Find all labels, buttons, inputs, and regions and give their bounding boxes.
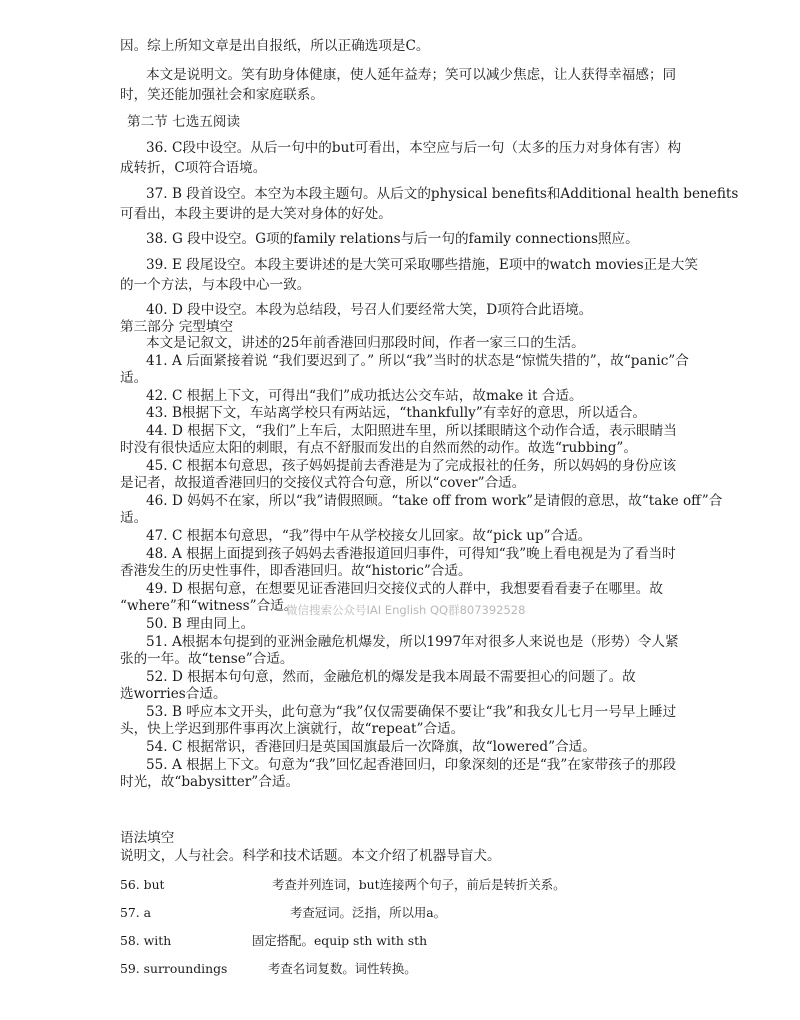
text-line: 53. B 呼应本文开头，此句意为“我”仅仅需要确保不要让“我”和我女儿七月一号早上睡过 xyxy=(146,704,677,720)
text-line: 45. C 根据本句意思，孩子妈妈提前去香港是为了完成报社的任务，所以妈妈的身份应该 xyxy=(146,458,677,474)
text-line: 本文是记叙文，讲述的25年前香港回归那段时间，作者一家三口的生活。 xyxy=(146,335,585,351)
text-line: 是记者，故报道香港回归的交接仪式符合句意，所以“cover”合适。 xyxy=(120,475,526,491)
text-line: 时没有很快适应太阳的刺眼，有点不舒服而发出的自然而然的动作。故选“rubbing”。 xyxy=(120,440,637,456)
answer-label: 57. a xyxy=(120,905,152,920)
section-heading: 第二节 七选五阅读 xyxy=(127,114,241,130)
text-line: 52. D 根据本句句意，然而，金融危机的爆发是我本周最不需要担心的问题了。故 xyxy=(146,669,636,685)
text-line: 44. D 根据下文，“我们”上车后，太阳照进车里，所以揉眼睛这个动作合适，表示眼睛当 xyxy=(146,423,677,439)
text-line: 42. C 根据上下文，可得出“我们”成功抵达公交车站，故make it 合适。 xyxy=(146,388,583,404)
answer-label: 59. surroundings xyxy=(120,961,228,976)
text-line: 的一个方法，与本段中心一致。 xyxy=(120,277,311,293)
answer-note: 固定搭配。equip sth with sth xyxy=(252,933,428,948)
text-line: 49. D 根据句意，在想要见证香港回归交接仪式的人群中，我想要看看妻子在哪里。故 xyxy=(146,581,663,597)
text-line: 51. A根据本句提到的亚洲金融危机爆发，所以1997年对很多人来说也是（形势）令人紧 xyxy=(146,634,679,650)
section-heading: 语法填空 xyxy=(120,830,175,846)
text-line: 可看出，本段主要讲的是大笑对身体的好处。 xyxy=(120,206,392,222)
text-line: 说明文，人与社会。科学和技术话题。本文介绍了机器导盲犬。 xyxy=(120,848,501,864)
text-line: 46. D 妈妈不在家，所以“我”请假照顾。“take off from work”是请假的意思，故“take off”合 xyxy=(146,493,723,509)
text-line: “where”和“witness”合适。 xyxy=(120,598,298,614)
text-line: 38. G 段中设空。G项的family relations与后一句的family connections照应。 xyxy=(146,231,639,247)
answer-label: 56. but xyxy=(120,877,165,892)
text-line: 43. B根据下文，车站离学校只有两站远，“thankfully”有幸好的意思，所以适合。 xyxy=(146,405,646,421)
text-line: 时光，故“babysitter”合适。 xyxy=(120,774,300,790)
watermark-text: 微信搜索公众号IAI English QQ群807392528 xyxy=(286,603,526,617)
text-line: 47. C 根据本句意思，“我”得中午从学校接女儿回家。故“pick up”合适。 xyxy=(146,528,592,544)
text-line: 50. B 理由同上。 xyxy=(146,616,255,632)
answer-note: 考查冠词。泛指，所以用a。 xyxy=(290,905,447,920)
text-line: 39. E 段尾设空。本段主要讲述的是大笑可采取哪些措施，E项中的watch movies正是大笑 xyxy=(146,257,698,273)
text-line: 头，快上学迟到那件事再次上演就行，故“repeat”合适。 xyxy=(120,721,465,737)
text-line: 时，笑还能加强社会和家庭联系。 xyxy=(120,87,324,103)
answer-label: 58. with xyxy=(120,933,172,948)
text-line: 因。综上所知文章是出自报纸，所以正确选项是C。 xyxy=(120,38,430,54)
text-line: 选worries合适。 xyxy=(120,686,227,702)
text-line: 36. C段中设空。从后一句中的but可看出，本空应与后一句（太多的压力对身体有害）构 xyxy=(146,140,682,156)
text-line: 适。 xyxy=(120,370,148,386)
text-line: 40. D 段中设空。本段为总结段，号召人们要经常大笑，D项符合此语境。 xyxy=(146,302,593,318)
text-line: 张的一年。故“tense”合适。 xyxy=(120,651,294,667)
answer-note: 考查并列连词，but连接两个句子，前后是转折关系。 xyxy=(272,877,566,892)
text-line: 香港发生的历史性事件，即香港回归。故“historic”合适。 xyxy=(120,563,472,579)
text-line: 55. A 根据上下文。句意为“我”回忆起香港回归，印象深刻的还是“我”在家带孩子的那段 xyxy=(146,757,677,773)
text-line: 54. C 根据常识，香港回归是英国国旗最后一次降旗，故“lowered”合适。 xyxy=(146,739,596,755)
text-line: 37. B 段首设空。本空为本段主题句。从后文的physical benefits和Additional health benefits xyxy=(146,186,739,202)
text-line: 48. A 根据上面提到孩子妈妈去香港报道回归事件，可得知“我”晚上看电视是为了看当时 xyxy=(146,546,676,562)
text-line: 成转折，C项符合语境。 xyxy=(120,160,267,176)
text-line: 适。 xyxy=(120,510,148,526)
section-heading: 第三部分 完型填空 xyxy=(120,319,234,335)
answer-note: 考查名词复数。词性转换。 xyxy=(268,961,417,976)
text-line: 本文是说明文。笑有助身体健康，使人延年益寿；笑可以减少焦虑，让人获得幸福感；同 xyxy=(146,67,677,83)
text-line: 41. A 后面紧接着说 “我们要迟到了。” 所以“我”当时的状态是“惊慌失措的”，故“panic”合 xyxy=(146,353,689,369)
